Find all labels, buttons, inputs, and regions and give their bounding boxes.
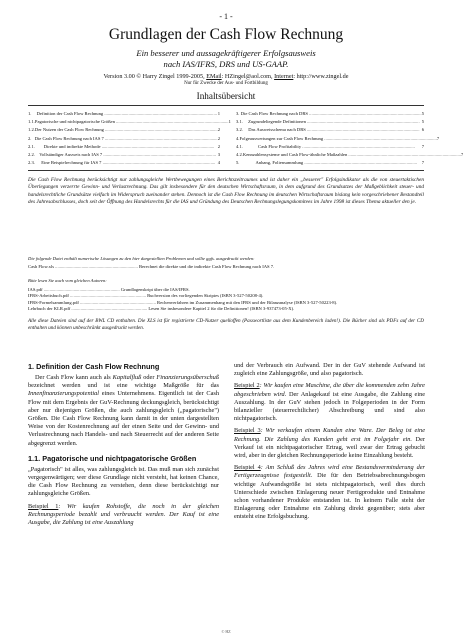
page-footer: © HZ (221, 629, 231, 634)
toc-title: Der Nutzen der Cash Flow Rechnung .................................................................................................. (34, 127, 218, 133)
file-row: Cash Flow.xls ........................................................................ Berechnet die direkte und die indirekte Cash Flow Rechnung nach IAS 7. (28, 264, 275, 269)
toc-title: Cash Flow Profitability .................................................................................................. (258, 143, 415, 149)
toc-title: Kennzahlensysteme und Cash Flow-ähnliche Maßzahlen .................................................................................................. (242, 152, 461, 158)
toc-entry[interactable] (28, 110, 220, 118)
section-1-paragraph: Der Cash Flow kann auch als Kapitalfluß oder Finanzierungsüberschuß bezeichnet werden und ist eine wichtige Maßgröße für das Innenfinanzierungspotential eines Unternehmens. Eigentlich ist der Cash Flow mit dem Ergebnis der GuV-Rechnung deckungsgleich, berücksichtigt aber nur diejenigen Größen, die auch zahlungsgleich („pagatorische") Größen. Die Cash Flow Rechnung kann damit in der unten dargestellten Weise von der Kostenrechnung auf der einen Seite und der Gewinn- und Verlustrechnung nach Handels- und nach Steuerrecht auf der anderen Seite abgegrenzt werden. (28, 374, 219, 447)
toc-page: 1 (228, 119, 231, 125)
toc-title: Vollständiger Ausweis nach IAS 7 .................................................................................................. (39, 152, 216, 158)
toc-page: 4 (217, 160, 220, 166)
toc-entry[interactable] (236, 135, 440, 143)
toc-title: Pagatorische und nichtpagatorische Größen .................................................................................................. (34, 119, 229, 125)
toc-number: 4. (236, 135, 240, 141)
files-intro: Die folgende Datei enthält numerische Lösungen zu den hier dargestellten Problemen und sollte ggfs. ausgedruckt werden: (28, 256, 255, 261)
section-1-heading: 1. Definition der Cash Flow Rechnung (28, 362, 160, 371)
toc-page: 2 (217, 127, 220, 133)
page-number: - 1 - (219, 12, 233, 21)
toc-number: 4.1. (236, 143, 243, 149)
toc-title: Folgeauswertungen zur Cash Flow Rechnung .................................................................................................. (239, 135, 437, 141)
section-1-1-heading: 1.1. Pagatorische und nichtpagatorische Größen (28, 453, 197, 463)
file-name[interactable]: Lehrbuch der KLR.pdf (28, 306, 71, 312)
toc-entry[interactable] (28, 126, 220, 134)
toc-page: 7 (460, 152, 463, 158)
toc-number: 2.1. (28, 143, 35, 149)
toc-entry[interactable] (236, 118, 424, 126)
toc-entry[interactable] (236, 110, 424, 118)
toc-number: 5. (236, 160, 240, 166)
usage-note: Nur für Zwecke der Aus- und Fortbildung (184, 81, 268, 86)
subtitle-line-2: nach IAS/IFRS, DRS und US-GAAP. (163, 59, 289, 69)
toc-entry[interactable] (236, 143, 424, 151)
left-column (28, 362, 219, 531)
document-subtitle (0, 48, 452, 70)
toc-number: 4.2. (236, 152, 243, 158)
toc-page: 2 (217, 143, 220, 149)
related-file-row: IAS.pdf .................................................................. Grundlagenskript über die IAS/IFRS. (28, 287, 190, 292)
toc-number: 3.1. (236, 119, 243, 125)
internet-label[interactable]: Internet (274, 73, 294, 80)
continued-paragraph: und der Verbrauch ein Aufwand. Der in der GuV stehende Aufwand ist zugleich eine Zahlungsgröße, und also pagatorisch. (234, 362, 425, 378)
toc-page: 1 (217, 111, 220, 116)
subtitle-line-1: Ein besserer und aussagekräftigerer Erfolgsausweis (136, 48, 316, 58)
toc-entry[interactable] (28, 151, 220, 159)
example-1: Beispiel 1: Wir kaufen Rohstoffe, die noch in der gleichen Rechnungsperiode bezahlt und verbraucht werden. Der Kauf ist eine Ausgabe, die Zahlung ist eine Auszahlung (28, 502, 219, 527)
toc-left-column (28, 110, 231, 167)
toc-number: 3. (236, 111, 240, 116)
internet-value[interactable]: : http://www.zingel.de (293, 73, 349, 80)
toc-number: 2.3. (28, 160, 35, 166)
toc-page: 3 (217, 152, 220, 158)
toc-number: 2. (28, 135, 32, 141)
toc-entry[interactable] (236, 159, 424, 167)
intro-paragraph: Die Cash Flow Rechnung berücksichtigt nur zahlungsgleiche Wertbewegungen eines Berichtszeitraumes und ist daher ein „besserer" Erfolgsindikator als die von steuertaktischen Überlegungen verzerrte Gewinn- und Verlustrechnung. Das gilt insbesondere für den deutschen Wirtschaftsraum, in dem aufgrund des Grundsatzes der Maßgeblichkeit steuer- und handelsrechtliche Grundsätze vielfach im Widerspruch zueinander stehen. Dennoch ist die Cash Flow Rechnung im deutschen Wirtschaftsraum bislang kein vorgeschriebener Bestandteil des Jahresabschlusses, doch seit der Öffnung des Handelsrechts für die IAS und Gründung des Deutschen Rechnungslegungskomitees im Jahre 1998 ist dieses Thema aktueller den je. (28, 177, 424, 205)
toc-number: 1.1. (28, 119, 35, 125)
file-name[interactable]: IAS.pdf (28, 287, 43, 292)
cd-note: Alle diese Dateien sind auf der BWL CD enthalten. Die XLS ist für registrierte CD-Nutzer quelloffen (Passwortliste aus dem Kundenbereich laden!). Die Bücher sind als PDFs auf der CD enthalten und können unbeschränkt ausgedruckt werden. (28, 318, 424, 331)
toc-entry[interactable] (236, 151, 463, 159)
file-desc: Buchversion des vorliegenden Skriptes (ISBN 3-527-50208-4). (147, 293, 264, 299)
example-2: Beispiel 2: Wir kaufen eine Maschine, die über die kommenden zehn Jahre abgeschrieben wird. Der Anlagekauf ist eine Ausgabe, die Zahlung eine Auszahlung. In der GuV stehen jedoch in Folgeperioden in der Form bilanzieller (steuerrechtlicher) Abschreibung und sind also nichtpagatorisch. (234, 382, 426, 423)
toc-title: Eine Beispielrechnung für IAS 7 .................................................................................................. (41, 160, 216, 166)
toc-number: 1. (28, 111, 32, 116)
file-desc: Berechnet die direkte und die indirekte Cash Flow Rechnung nach IAS 7. (138, 264, 275, 269)
toc-page: 5 (421, 119, 424, 125)
version-line (0, 73, 452, 81)
toc-entry[interactable] (236, 126, 424, 134)
toc-heading: Inhaltsübersicht (196, 91, 256, 101)
example-4: Beispiel 4: Am Schluß des Jahres wird eine Bestandsverminderung der Fertigerzeugnisse festgestellt. Die für den Betriebsabrechnungsbogen wichtige Aufwandsgröße ist stets nichtpagatorisch, weil dies durch Unterschiede zwischen Einlagerung neuer Fertigprodukte und Entnahme schon vorhandener Produkte entstanden ist. In keinem Falle steht der Einlagerung oder Entnahme ein Zahlung direkt gegenüber; stets aber entsteht eine Erfolgsbuchung. (234, 464, 425, 521)
toc-entry[interactable] (28, 159, 220, 167)
related-file-row: IFRS-Formelsammlung.pdf .................................................................. Rechenverfahren im Zusammenhang mit den IFRS und der Bilanzanalyse (ISBN 3-527-50223-8). (28, 299, 338, 305)
toc-page: 2 (217, 135, 220, 141)
toc-title: Direkte und indirekte Methode .................................................................................................. (43, 143, 215, 149)
right-column (234, 362, 425, 526)
toc-title: Die Cash Flow Rechnung nach DRS .................................................................................................. (240, 111, 422, 116)
toc-entry[interactable] (28, 118, 231, 126)
file-desc: Grundlagenskript über die IAS/IFRS. (120, 287, 190, 292)
related-files-list (28, 287, 424, 313)
toc-title: Das Ausweisschema nach DRS .................................................................................................. (248, 127, 420, 133)
file-name[interactable]: IFRS-Arbeitsbuch.pdf (28, 293, 69, 299)
toc-number: 1.2. (28, 127, 35, 133)
file-desc: Lesen Sie insbesondere Kapitel 2 für die Definitionen! (ISBN 3-937473-05-X). (148, 306, 295, 312)
toc-page: 7 (421, 160, 424, 166)
example-3: Beispiel 3: Wir verkaufen einem Kunden eine Ware. Der Beleg ist eine Rechnung. Die Zahlung des Kunden geht erst im Folgejahr ein. Der Verkauf ist ein nichtpagatorischer Ertrag, weil zwar der Ertrag gebucht wird, aber in der gleichen Rechnungsperiode keine Einzahlung besteht. (234, 427, 425, 460)
document-title: Grundlagen der Cash Flow Rechnung (108, 26, 344, 43)
section-1-1-paragraph: „Pagatorisch" ist alles, was zahlungsgleich ist. Das muß man sich zunächst vergegenwärtigen; wer diese Grundlage nicht versteht, hat keinen Chance, die Cash Flow Rechnung zu verstehen, denn diese berücksichtigt nur zahlungsgleiche Größen. (28, 465, 219, 498)
divider (28, 170, 424, 171)
toc-page: 6 (421, 127, 424, 133)
file-name[interactable]: IFRS-Formelsammlung.pdf (28, 299, 79, 305)
toc-right-column (236, 110, 463, 167)
toc-entry[interactable] (28, 143, 220, 151)
divider (28, 105, 424, 106)
file-desc: Rechenverfahren im Zusammenhang mit den IFRS und der Bilanzanalyse (ISBN 3-527-50223-8). (157, 299, 338, 305)
toc-page: 7 (436, 135, 440, 141)
toc-page: 7 (421, 143, 424, 149)
toc-title: Zugrundeliegende Definitionen .................................................................................................. (248, 119, 420, 125)
related-file-row: Lehrbuch der KLR.pdf .................................................................. Lesen Sie insbesondere Kapitel 2 für die Definitionen! (ISBN 3-937473-05-X). (28, 306, 295, 312)
toc-number: 3.2. (236, 127, 243, 133)
file-name[interactable]: Cash Flow.xls (28, 264, 54, 269)
toc-title: Die Cash Flow Rechnung nach IAS 7 .................................................................................................. (34, 135, 218, 141)
toc-page: 5 (421, 111, 424, 116)
related-file-row: IFRS-Arbeitsbuch.pdf .................................................................. Buchversion des vorliegenden Skriptes (ISBN 3-527-50208-4). (28, 293, 264, 299)
toc-entry[interactable] (28, 135, 220, 143)
toc-title: Anhang, Foliensammlung .................................................................................................. (255, 160, 417, 166)
version-prefix: Version 3.00 © Harry Zingel 1999-2005, (103, 73, 207, 80)
toc-title: Definition der Cash Flow Rechnung .................................................................................................. (36, 111, 217, 116)
toc-number: 2.2. (28, 152, 35, 158)
see-also: Bitte lesen Sie auch vom gleichen Autoren: (28, 278, 107, 283)
email-value[interactable]: : HZingel@aol.com, (221, 73, 275, 80)
email-label[interactable]: EMail (206, 73, 222, 80)
